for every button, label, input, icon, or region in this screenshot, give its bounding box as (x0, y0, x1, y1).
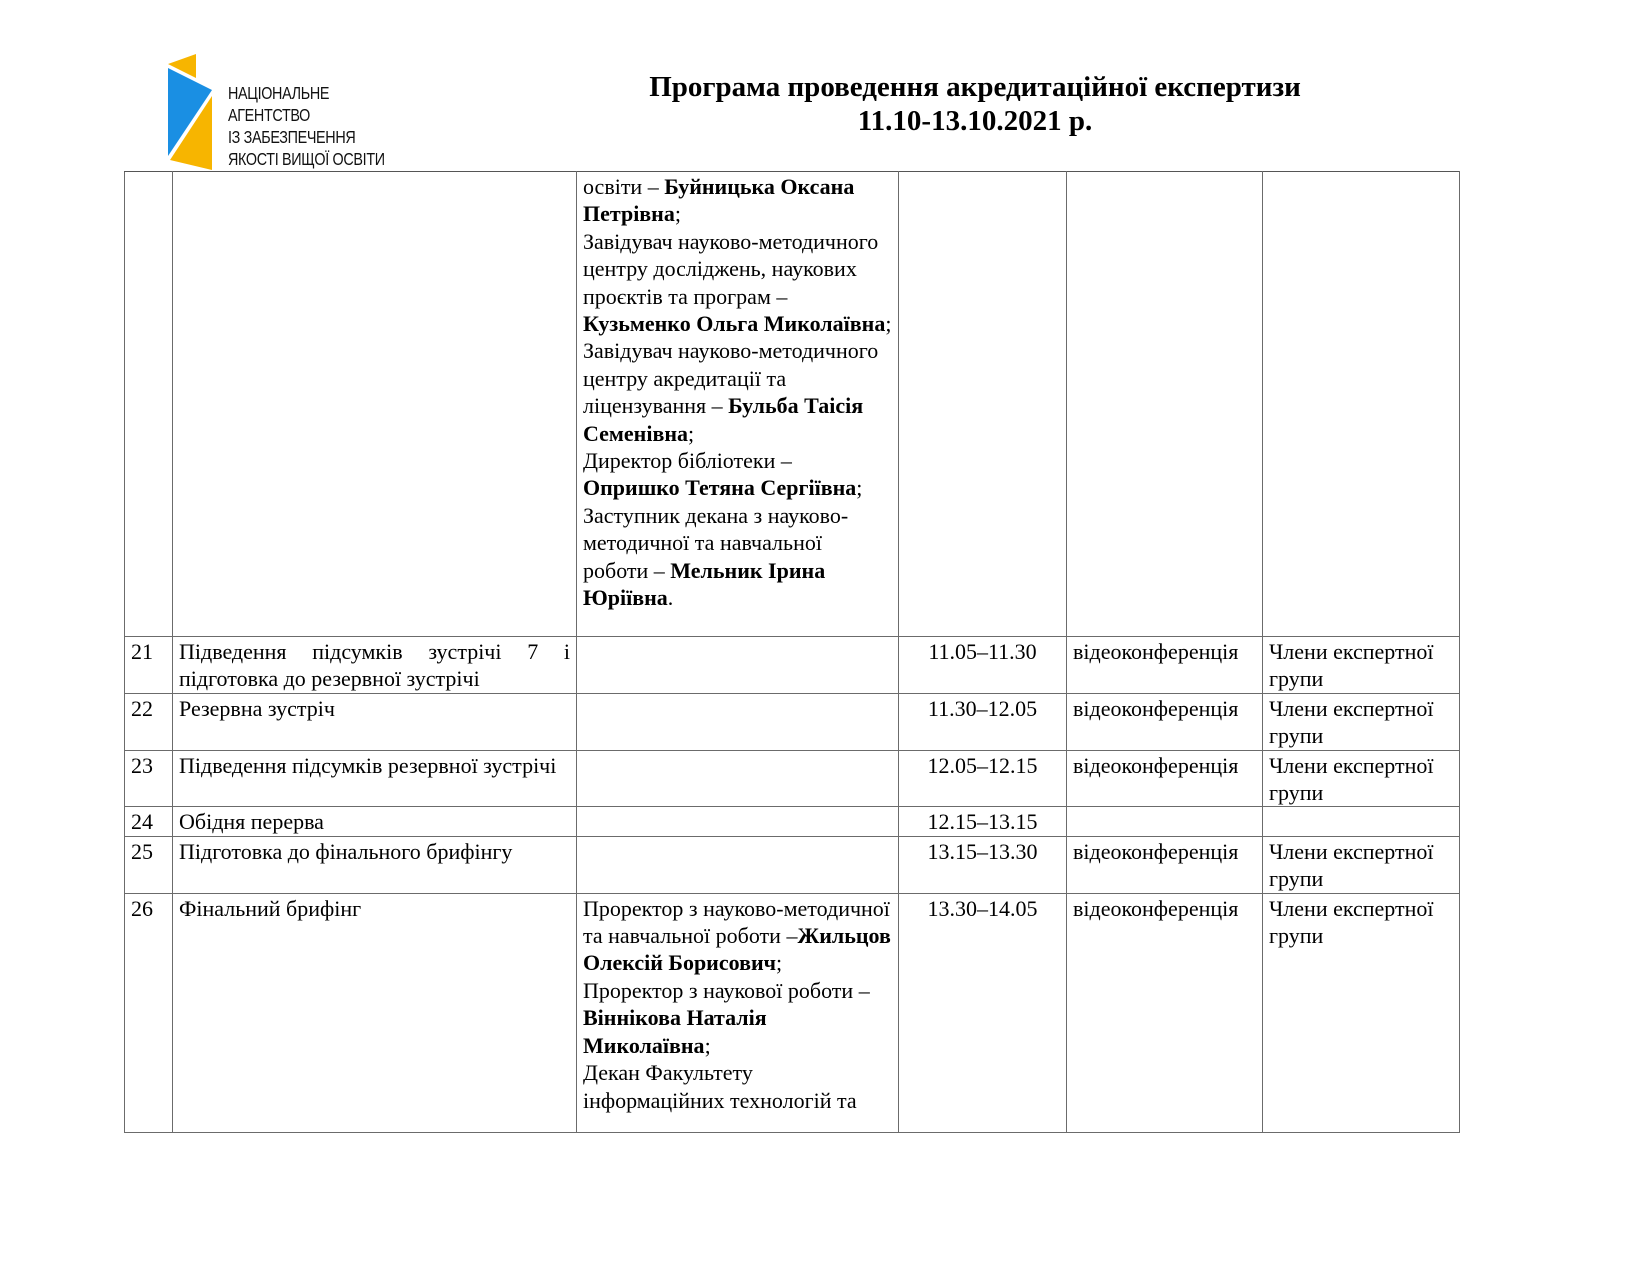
row-activity: Обідня перерва (173, 807, 577, 836)
participant-name: Опришко Тетяна Сергіївна (583, 475, 857, 501)
agency-name-line: АГЕНТСТВО (228, 105, 310, 125)
row-activity: Підготовка до фінального брифінгу (173, 836, 577, 893)
agency-logo (160, 52, 390, 174)
row-activity: Підведення підсумків резервної зустрічі (173, 750, 577, 807)
title-line-1: Програма проведення акредитаційної експертизи (649, 71, 1301, 103)
table-row (125, 637, 1460, 694)
agency-name-line: НАЦІОНАЛЬНЕ (228, 83, 330, 103)
table-row (125, 893, 1460, 1132)
row-participants (577, 807, 899, 836)
row-number: 23 (125, 750, 173, 807)
row-participants (577, 750, 899, 807)
table-row (125, 172, 1460, 637)
row-time: 11.30–12.05 (899, 693, 1067, 750)
row-participants (577, 172, 899, 637)
row-responsible: Члени експертної групи (1263, 637, 1460, 694)
agency-name (228, 82, 385, 170)
row-responsible (1263, 807, 1460, 836)
row-number: 24 (125, 807, 173, 836)
row-format: відеоконференція (1067, 893, 1263, 1132)
row-responsible: Члени експертної групи (1263, 893, 1460, 1132)
participant-name: Віннікова Наталія Миколаївна (583, 1005, 767, 1058)
table-row (125, 750, 1460, 807)
participant-entry: Директор бібліотеки – Опришко Тетяна Сергіївна; (583, 448, 863, 501)
schedule-table (124, 171, 1460, 1133)
participant-name: Мельник Ірина Юріївна (583, 557, 826, 611)
table-row (125, 836, 1460, 893)
participant-entry: Завідувач науково-методичного центру досліджень, наукових проєктів та програм – Кузьменко Ольга Миколаївна; (583, 228, 892, 337)
row-number: 25 (125, 836, 173, 893)
row-responsible: Члени експертної групи (1263, 693, 1460, 750)
row-number: 26 (125, 893, 173, 1132)
row-format: відеоконференція (1067, 693, 1263, 750)
row-time: 12.15–13.15 (899, 807, 1067, 836)
participant-name: Жильцов Олексій Борисович (583, 923, 891, 976)
participant-entry: Декан Факультету інформаційних технологій та (583, 1060, 857, 1113)
row-participants (577, 693, 899, 750)
row-responsible (1263, 172, 1460, 637)
row-format (1067, 807, 1263, 836)
title-dates: 11.10-13.10.2021 р. (857, 105, 1093, 137)
row-time (899, 172, 1067, 637)
row-number (125, 172, 173, 637)
row-time: 13.15–13.30 (899, 836, 1067, 893)
participant-entry: Проректор з наукової роботи – Віннікова Наталія Миколаївна; (583, 977, 870, 1058)
table-row (125, 693, 1460, 750)
row-participants (577, 637, 899, 694)
row-participants (577, 836, 899, 893)
row-participants (577, 893, 899, 1132)
row-time: 11.05–11.30 (899, 637, 1067, 694)
page-title (560, 70, 1390, 138)
row-number: 21 (125, 637, 173, 694)
participant-entry: Заступник декана з науково-методичної та навчальної роботи – Мельник Ірина Юріївна. (583, 502, 849, 611)
agency-name-line: ЯКОСТІ ВИЩОЇ ОСВІТИ (228, 149, 385, 169)
row-format: відеоконференція (1067, 750, 1263, 807)
row-format (1067, 172, 1263, 637)
row-activity: Фінальний брифінг (173, 893, 577, 1132)
participant-entry: Проректор з науково-методичної та навчальної роботи –Жильцов Олексій Борисович; (583, 895, 891, 976)
row-activity: Резервна зустріч (173, 693, 577, 750)
row-responsible: Члени експертної групи (1263, 836, 1460, 893)
participant-name: Кузьменко Ольга Миколаївна (583, 311, 886, 337)
row-time: 13.30–14.05 (899, 893, 1067, 1132)
row-number: 22 (125, 693, 173, 750)
row-format: відеоконференція (1067, 836, 1263, 893)
row-format: відеоконференція (1067, 637, 1263, 694)
participant-name: Буйницька Оксана Петрівна (583, 174, 855, 227)
agency-name-line: ІЗ ЗАБЕЗПЕЧЕННЯ (228, 127, 356, 147)
row-activity (173, 172, 577, 637)
participant-name: Бульба Таісія Семенівна (583, 393, 864, 446)
table-row (125, 807, 1460, 836)
naqa-logo-icon (160, 52, 220, 174)
row-activity: Підведення підсумків зустрічі 7 і підготовка до резервної зустрічі (173, 637, 577, 694)
participant-entry: освіти – Буйницька Оксана Петрівна; (583, 174, 855, 227)
row-time: 12.05–12.15 (899, 750, 1067, 807)
row-responsible: Члени експертної групи (1263, 750, 1460, 807)
participant-entry: Завідувач науково-методичного центру акредитації та ліцензування – Бульба Таісія Семенівна; (583, 338, 879, 446)
